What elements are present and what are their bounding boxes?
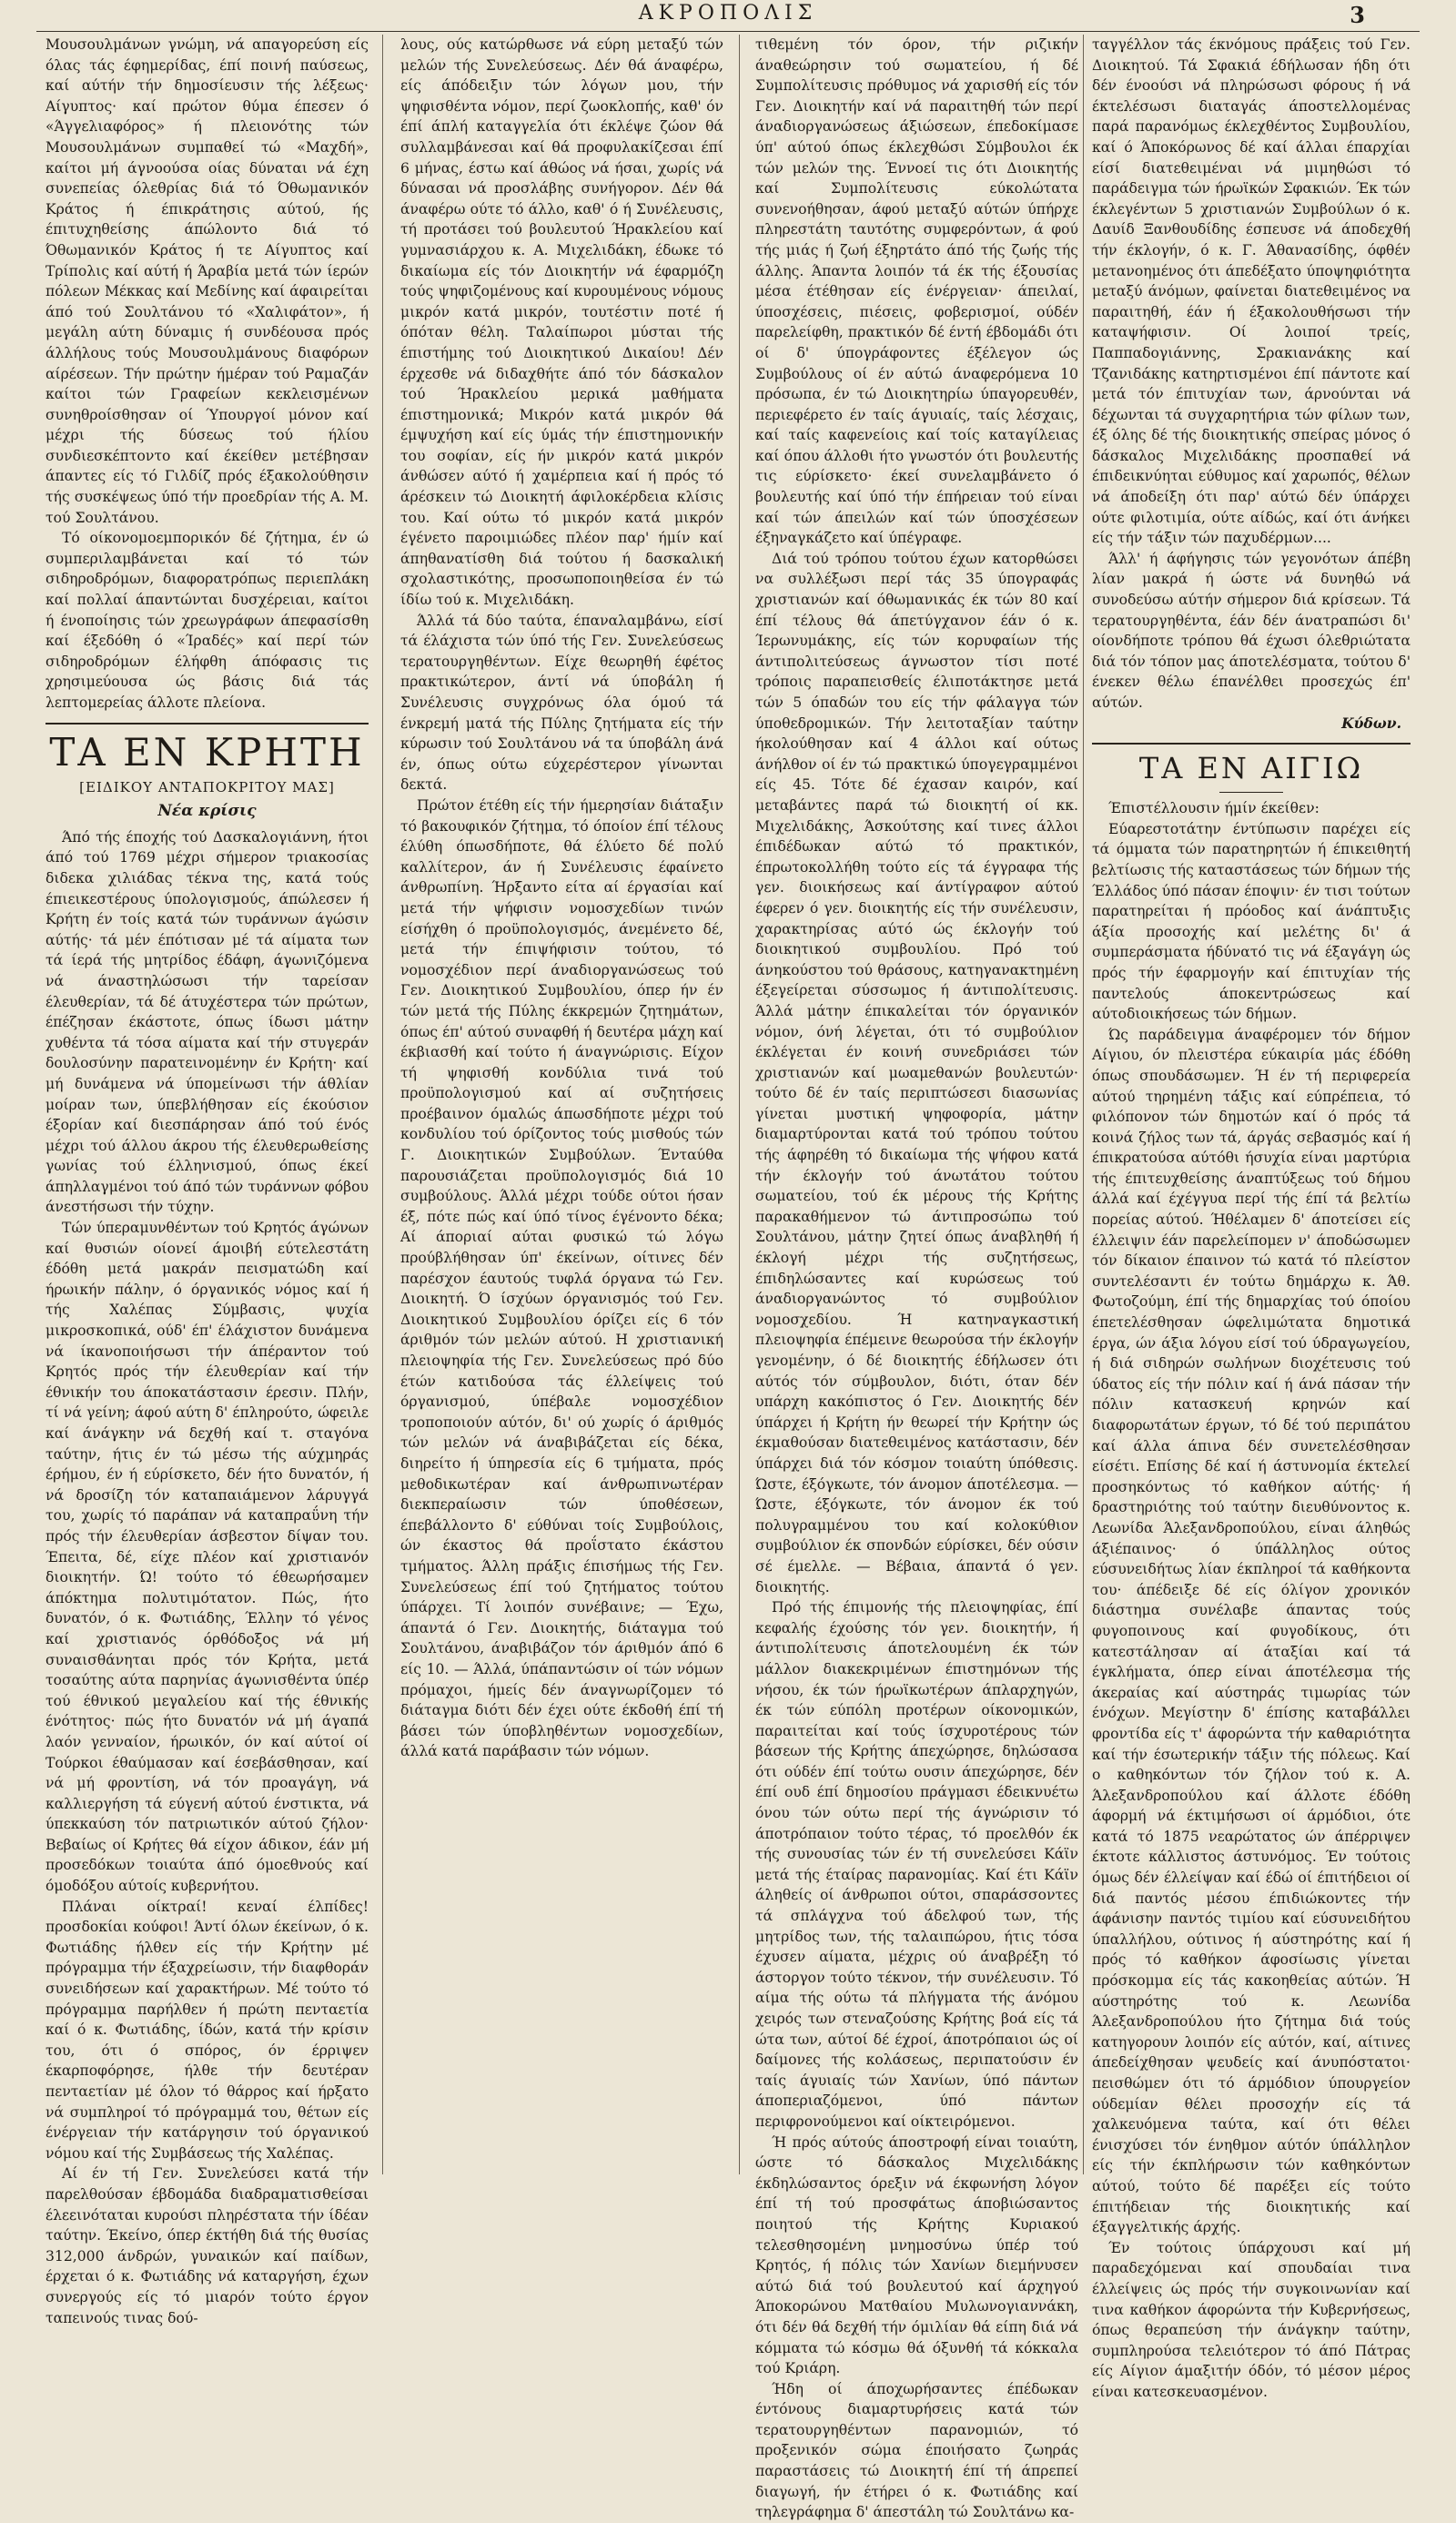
article-paragraph: Μουσουλμάνων γνώμη, νά απαγορεύση είς όλας τάς έφημερίδας, έπί ποινή παύσεως, καί αύτήν τήν δημοσίευσιν τής λέξεως· Αίγυπτος· καί πρώτον θύμα έπεσεν ό «Άγγελιαφόρος» ή πλειονότης τών Μουσουλμάνων συμπαθεί τώ «Μαχδή», καίτοι μή άγνοούσα οίας δύναται νά έχη συνεπείας όλεθρίας διά τό Όθωμανικόν Κράτος ή έπικράτησις αύτού, ής έπιτυχηθείσης άπώλοντο διά τό Όθωμανικόν Κράτος ή τε Αίγυπτος καί Τρίπολις καί αύτή ή Άραβία μετά τών ίερών πόλεων Μέκκας καί Μεδίνης καί άφαιρείται άπό τού Σουλτάνου τό «Χαλιφάτον», ή μεγάλη αύτη δύναμις ή συνδέουσα πρός άλλήλους τούς Μουσουλμάνους διαφόρων αίρέσεων. Τήν πρώτην ήμέραν τού Ραμαζάν καίτοι τών Γραφείων κεκλεισμένων συνηθροίσθησαν οί Ύπουργοί μόνον καί μέχρι τής δύσεως τού ήλίου συνδιεσκέπτοντο καί έκείθεν μετέβησαν άπαντες είς τό Γιλδίζ πρός έξακολούθησιν τής συσκέψεως ύπό τήν προεδρίαν τής Α. Μ. τού Σουλτάνου. — [46, 36, 369, 526]
article-paragraph: Εύαρεστοτάτην έντύπωσιν παρέχει είς τά όμματα τών παρατηρητών ή έπικειθητή βελτίωσις τής καταστάσεως τών δήμων τής Έλλάδος ύπό πάσαν έποψιν· έν τισι τούτων παρατηρείται ή πρόοδος καί άνάπτυξις άξία προσοχής καί μελέτης δι' ά συμπεράσματα ήδύνατό τις νά έξαγάγη ώς πρός τήν έφαρμογήν καί έπιτυχίαν τής παντελούς άποκεντρώσεως καί αύτοδιοικήσεως τών δήμων. — [1092, 820, 1410, 1023]
section-byline: [ΕΙΔΙΚΟΥ ΑΝΤΑΠΟΚΡΙΤΟΥ ΜΑΣ] — [79, 778, 335, 795]
section-rule — [46, 723, 369, 724]
article-paragraph: Άπό τής έποχής τού Δασκαλογιάννη, ήτοι άπό τού 1769 μέχρι σήμερον τριακοσίας διδεκα χιλιάδας τέκνα της, κατά τούς έπιεικεστέρους ύπολογισμούς, άπώλεσεν ή Κρήτη έν τοίς κατά τών τυράννων άγώσιν αύτής· τά μέν έπότισαν μέ τά αίματα των τά ίερά τής μητρίδος έδάφη, άγωνιζόμενα νά άναστηλώσωσι τήν ταρείσαν έλευθερίαν, τά δέ άτυχέστερα τών πρώτων, έπέζησαν έκάστοτε, όπως ίδωσι μάτην χυθέντα τά τόσα αίματα καί τήν στυγεράν δουλοσύνην παρατεινομένην έν Κρήτη· καί μή δυνάμενα νά ύπομείνωσι τήν άθλίαν μοίραν των, ύπεβλήθησαν είς έκούσιον έξορίαν καί διεσπάρησαν άπό τού ένός μέχρι τού άλλου άκρου τής έλευθερωθείσης γωνίας τού έλληνισμού, όπως έκεί άπηλλαγμένοι τού άπό τών τυράννων φόβου άνεστήσωσι τήν τύχην. — [46, 828, 369, 1216]
article-signature: Κύδων. — [1341, 714, 1401, 732]
masthead-rule — [36, 31, 1420, 32]
column-4 — [1092, 35, 1410, 2400]
article-paragraph: Πρό τής έπιμονής τής πλειοψηφίας, έπί κεφαλής έχούσης τόν γεν. διοικητήν, ή άντιπολίτευσις άποτελουμένη έκ τών μάλλον διακεκριμένων έπιστημόνων τής νήσου, έκ τών ήρωϊκωτέρων άπλαρχηγών, έκ τών εύπόλη προτέρων οίκονομικών, παραιτείται καί τούς ίσχυροτέρους τών βάσεων τής Κρήτης άπεχώρησε, δηλώσασα ότι ούδέν έπί τούτω ουσιν άπεχώρησε, δέν έπί ουδ έπί δημοσίου πράγμασι έδεικνυέτω όνου τών ούτω περί τής άγνώρισιν τό άποτρόπαιον τούτο τέρας, τό προελθόν έκ τής συνουσίας τών έν τή συνελεύσει Κάϊν μετά τής έταίρας παρανομίας. Καί έτι Κάϊν άληθείς οί άνθρωποι ούτοι, σπαράσσοντες τά σπλάγχνα τού άδελφού των, τής μητρίδος των, τής ταλαιπώρου, ήτις τόσα έχυσεν αίματα, μέχρις ού άναβρέξη τό άστοργον τούτο τέκνον, τήν συνέλευσιν. Τό αίμα τής ούτω τά πλήγματα τής άνόμου χειρός των στεναζούσης Κρήτης βοά είς τά ώτα των, αύτοί δέ έχροί, άποτρόπαιοι ώς οί δαίμονες τής κολάσεως, περιπατούσιν έν ταίς άγυιαίς τών Χανίων, ύπό πάντων άποπεριαζόμενοι, ύπό πάντων περιφρονούμενοι καί οίκτειρόμενοι. — [755, 1599, 1078, 2130]
article-paragraph: Ώς παράδειγμα άναφέρομεν τόν δήμον Αίγιου, όν πλειστέρα εύκαιρία μάς έδόθη όπως σπουδάσωμεν. Ή έν τή περιφερεία αύτού τηρημένη τάξις καί εύπρέπεια, τό φιλόπονον τών δημοτών καί ό πρός τά κοινά ζήλος των τά, άργάς σεβασμός καί ή έπικρατούσα αύτόθι ήσυχία είναι μαρτύρια τής έπιτευχθείσης άναπτύξεως τού δήμου άλλά καί έχέγγυα περί τής έπί τά βελτίω πορείας αύτού. Ήθέλαμεν δ' άποτείσει είς έλλειψιν έάν παρελείπομεν ν' άποδώσωμεν τόν δίκαιον έπαινον τώ κατά τό πλείστον συντελέσαντι έν τούτω δημάρχω κ. Άθ. Φωτοζούμη, έπί τής δημαρχίας τού όποίου έπετελέσθησαν ώφελιμώτατα δημοτικά έργα, ών άξια λόγου είσί τού ύδραγωγείου, ή διά σιδηρών σωλήνων διοχέτευσις τού ύδατος είς τήν πόλιν καί ή άνά πάσαν τήν πόλιν κατασκευή κρηνών καί διαφορωτάτων έργων, τό δέ τού περιπάτου καί άλλα άπινα δέν συνετελέσθησαν είσέτι. Επίσης δέ καί ή άστυνομία έκτελεί προσηκόντως τό καθήκον αύτής· ή δραστηριότης τού ταύτην διευθύνοντος κ. Λεωνίδα Άλεξανδροπούλου, είναι άληθώς άξιέπαινος· ό ύπάλληλος ούτος εύσυνειδήτως λίαν έκπληροί τά καθήκοντα του· άπέδειξε δέ είς όλίγον χρονικόν διάστημα συνέλαβε άπαντας τούς φυγοποινους καί φυγοδίκους, ότι κατεστάλησαν αί άταξίαι καί τά έγκλήματα, όπερ είναι άποτέλεσμα τής άκεραίας καί αύστηράς τιμωρίας τών ένόχων. Μεγίστην δ' έπίσης καταβάλλει φροντίδα είς τ' άφορώντα τήν καθαριότητα καί τήν έσωτερικήν τάξιν τής πόλεως. Καί ο καθηκόντων τόν ζήλον τού κ. Α. Άλεξανδροπούλου καί άλλοτε έδόθη άφορμή νά έκτιμήσωσι οί άρμόδιοι, ότε κατά τό 1875 νεαρώτατος ών άπέρριψεν έκτοτε κάλλιστος άστυνόμος. Έν τούτοις όμως δέν έλλείψαν καί έδώ οί έπιτήδειοι οί διά παντός μέσου έπιδιώκοντες τήν άφάνισην παντός τιμίου καί εύσυνειδήτου ύπαλλήλου, ούτινος ή αύστηρότης καί ή πρός τό καθήκον άφοσίωσις γίνεται πρόσκομμα είς τάς κακοηθείας αύτών. Ή αύστηρότης τού κ. Λεωνίδα Άλεξανδροπούλου ήτο ζήτημα διά τούς κατηγορουν λοιπόν είς αύτόν, καί, αίτινες άπεδείχθησαν ψευδείς καί άνυπόστατοι· πεισθώμεν ότι τό άρμόδιον ύπουργείον ούδεμίαν θέλει προσοχήν είς τά χαλκευόμενα ταύτα, καί ότι θέλει ένισχύσει τόν ένηθμον αύτόν ύπάλληλον είς τήν έκπλήρωσιν τών καθηκόντων αύτού, τούτο δέ παρέξει είς τούτο έπιτήδειαν τής διοικητικής καί έξαγγελτικής άρχής. — [1092, 1026, 1410, 2236]
article-paragraph: Διά τού τρόπου τούτου έχων κατορθώσει να συλλέξωσι περί τάς 35 ύπογραφάς χριστιανών καί όθωμανικάς έκ τών 80 καί έπί τέλους θά άπετύγχανον έάν ό κ. Ίερωνυμάκης, είς τών κορυφαίων τής άντιπολιτεύσεως άγνωστον τίσι ποτέ τρόποις παραπεισθείς έλιποτάκτησε μετά τών 5 όπαδών του είς τήν φάλαγγα τών ύποθεδρομικών. Τήν λειτοταξίαν ταύτην ήκολούθησαν καί 4 άλλοι καί ούτως άνήλθον οί έν τώ πρακτικώ ύπογεγραμμένοι είς 45. Τότε δέ έχασαν καιρόν, καί μεταβάντες παρά τώ διοικητή οί κκ. Μιχελιδάκης, Άσκούτσης καί τινες άλλοι έπιδέδωκαν αύτώ τό πρακτικόν, έπρωτοκολλήθη τούτο είς τά έγγραφα τής γεν. διοικήσεως καί άντίγραφον αύτού έφερεν ό γεν. διοικητής είς τήν συνέλευσιν, χαρακτηρίσας αύτό ώς έκλογήν τού διοικητικού συμβουλίου. Πρό τού άνηκούστου τού θράσους, κατηγανακτημένη έξεγείρεται σύσσωμος ή άντιπολίτευσις. Άλλά μάτην έπικαλείται τόν όργανικόν νόμον, όνή λέγεται, ότι τό συμβούλιον έκλέγεται έν κοινή συνεδριάσει τών χριστιανών καί μωαμεθανών βουλευτών· τούτο δέ έν ταίς περιπτώσεσι διασωνίας γίνεται μυστική ψηφοφορία, μάτην διαμαρτύρονται κατά τού τρόπου τούτου τής άφηρέθη τό δικαίωμα τής ψήφου κατά τήν έκλογήν τού άνωτάτου τούτου σωματείου, τού έκ μέρους τής Κρήτης παρακαθήμενον τώ άντιπροσώπω τού Σουλτάνου, μάτην ζητεί όπως άναβληθή ή έκλογή μέχρι τής συζητήσεως, έπιδηλώσαντες καί κυρώσεως τού άναδιοργανώντος τό συμβούλιον νομοσχεδίου. Ή κατηναγκαστική πλειοψηφία έπέμεινε θεωρούσα τήν έκλογήν γενομένην, ό δέ διοικητής έδήλωσεν ότι αύτός τόν σύμβουλον, διότι, όταν δέν υπάρχη κακόπιστος ό Γεν. Διοικητής δέν ύπάρχει ή Κρήτη ήν θεωρεί τήν Κρήτην ώς έκμαθούσαν διατεθειμένος κατάστασιν, δέν ύπάρχει διά τόν κόσμον τοιαύτη ύπόθεσις. Ώστε, έξόγκωτε, τόν άνομον άποτέλεσμα. — Ώστε, έξόγκωτε, τόν άνομον έκ τού πολυγραμμένου του καί κολοκύθιον συμβούλιον έκ σπονδών εύρίσκει, δέν ούσιν σέ έμελλε. — Βέβαια, άπαντά ό γεν. διοικητής. — [755, 550, 1078, 1596]
column-divider — [739, 35, 740, 2174]
column-3 — [755, 35, 1078, 2521]
section-title-aigio: ΤΑ ΕΝ ΑΙΓΙΩ — [1138, 751, 1364, 786]
article-paragraph: τιθεμένη τόν όρον, τήν ριζικήν άναθεώρησιν τού σωματείου, ή δέ Συμπολίτευσις πρόθυμος νά χαρισθή είς τόν Γεν. Διοικητήν καί νά παραιτηθή τών περί άναδιοργανώσεως άξιώσεων, έπεδοκίμασε ύπ' αύτού όπως έκλεχθώσι Σύμβουλοι έκ τών μελών της. Έννοεί τις ότι Διοικητής καί Συμπολίτευσις εύκολώτατα συνενοήθησαν, άφού μεταξύ αύτών ύπήρχε πληρεστάτη ταυτότης συμφερόντων, ά φού τής μιάς ή ζωή έξηρτάτο άπό τής ζωής τής άλλης. Άπαντα λοιπόν τά έκ τής έξουσίας μέσα έτέθησαν είς ένέργειαν· άπειλαί, ύποσχέσεις, πιέσεις, φοβερισμοί, ούδέν παρελείφθη, πρακτικόν δέ έντή έβδομάδι ότι οί δ' ύπογράφοντες έξέλεγον ώς Συμβούλους οί έν αύτώ άναφερόμενα 10 πρόσωπα, έν τώ Διοικητηρίω ύπαγορευθέν, περιεφέρετο έν ταίς άγυιαίς, ταίς λέσχαις, καί ταίς καφενείοις καί τοίς καταγίλειας καί όπου άλλοθι ήτο γνωστόν ότι βουλευτής τις εύρίσκετο· έκεί συνελαμβάνετο ό βουλευτής καί ύπό τήν έπήρειαν τού είναι καί τών άπειλών καί τών ύποσχέσεων έξηναγκάζετο καί ύπέγραφε. — [755, 36, 1078, 547]
page-number: 3 — [1350, 2, 1365, 28]
article-paragraph: Ήδη οί άποχωρήσαντες έπέδωκαν έντόνους διαμαρτυρήσεις κατά τών τερατουργηθέντων παρανομιών, τό προξενικόν σώμα έποιήσατο ζωηράς παραστάσεις τώ Διοικητή έπί τή άπρεπεί διαγωγή, ήν έτήρει ό κ. Φωτιάδης καί τηλεγράφημα δ' άπεστάλη τώ Σουλτάνω κα- — [755, 2380, 1078, 2521]
column-2 — [400, 35, 723, 2176]
article-paragraph: Πλάναι οίκτραί! κεναί έλπίδες! προσδοκίαι κούφοι! Άντί όλων έκείνων, ό κ. Φωτιάδης ήλθεν είς τήν Κρήτην μέ πρόγραμμα τήν έξαχρείωσιν, τήν διαφθοράν συνειδήσεων καί χαρακτήρων. Μέ τούτο τό πρόγραμμα παρήλθεν ή πρώτη πενταετία καί ό κ. Φωτιάδης, ίδών, κατά τήν κρίσιν του, ότι ό σπόρος, όν έρριψεν έκαρποφόρησε, ήλθε τήν δευτέραν πενταετίαν μέ όλον τό θάρρος καί ήρξατο νά συμπληροί τό πρόγραμμά του, θέτων είς ένέργειαν τήν κατάργησιν τού όργανικού νόμου καί τής Συμβάσεως τής Χαλέπας. — [46, 1898, 369, 2162]
article-paragraph: Αί έν τή Γεν. Συνελεύσει κατά τήν παρελθούσαν έβδομάδα διαδραματισθείσαι έλεεινόταται κυρούσι πληρέστατα τήν ίδέαν ταύτην. Έκείνο, όπερ έκτήθη διά τής θυσίας 312,000 άνδρών, γυναικών καί παίδων, έρχεται ό κ. Φωτιάδης νά καταργήση, έχων συνεργούς είς τό μιαρόν τούτο έργον ταπεινούς τινας δού- — [46, 2165, 369, 2326]
short-rule — [1219, 792, 1283, 793]
article-paragraph: Ή πρός αύτούς άποστροφή είναι τοιαύτη, ώστε τό δάσκαλος Μιχελιδάκης έκδηλώσαντος όρεξιν νά έκφωνήση λόγον έπί τή τού προσφάτως άποβιώσαντος ποιητού τής Κρήτης Κυριακού τελεσθησομένη μνημοσύνω ύπέρ τού Κρητός, ή πόλις τών Χανίων διεμήνυσεν αύτώ διά τού βουλευτού καί άρχηγού Άποκορώνου Ματθαίου Μυλωνογιαννάκη, ότι δέν θά δεχθή τήν όμιλίαν θά είπη διά νά κόμματα τώ κόσμω θά όξυνθή τά κόκκαλα τού Κριάρη. — [755, 2133, 1078, 2377]
section-subhead: Νέα κρίσις — [157, 802, 257, 821]
column-1 — [46, 35, 369, 2326]
article-paragraph: Πρώτον έτέθη είς τήν ήμερησίαν διάταξιν τό βακουφικόν ζήτημα, τό όποίον έπί τέλους έλύθη όπωσδήποτε, θά έλύετο δέ πολύ καλλίτερον, άν ή Συνέλευσις έφαίνετο άνθρωπίνη. Ήρξαντο είτα αί έργασίαι καί μετά τήν ψήφισιν νομοσχεδίων τινών είσήχθη ό προϋπολογισμός, άνεμένετο δέ, μετά τήν έπιψήφισιν τούτου, τό νομοσχέδιον περί άναδιοργανώσεως τού Γεν. Διοικητικού Συμβουλίου, όπερ ήν έν τών μετά τής Πύλης έκκρεμών ζητημάτων, όπως έπ' αύτού συναφθή ή δευτέρα μάχη καί έκβιασθή καί τούτο ή άναγνώρισις. Είχον τή ψηφισθή κονδύλια τινά τού προϋπολογισμού καί αί συζητήσεις προέβαινον όμαλώς άπωσδήποτε μέχρι τού κονδυλίου τού όρίζοντος τούς μισθούς τών Γ. Διοικητικών Συμβούλων. Ένταύθα παρουσιάζεται προϋπολογισμός διά 10 συμβούλους. Άλλά μέχρι τούδε ούτοι ήσαν έξ, πότε πώς καί ύπό τίνος έγένοντο δέκα; Αί άποριαί αύται φυσικώ τώ λόγω προύβλήθησαν ύπ' έκείνων, οίτινες δέν παρέσχον έαυτούς τυφλά όργανα τώ Γεν. Διοικητή. Ό ίσχύων όργανισμός τού Γεν. Διοικητικού Συμβουλίου όρίζει είς 6 τόν άριθμόν τών μελών αύτού. Η χριστιανική πλειοψηφία τής Γεν. Συνελεύσεως πρό δύο έτών κατιδούσα τάς έλλείψεις τού όργανισμού, ύπέβαλε νομοσχέδιον τροποποιούν αύτόν, δι' ού χωρίς ό άριθμός τών μελών νά άναβιβάζεται είς δέκα, διηρείτο ή ύπηρεσία είς 6 τμήματα, πρός μεθοδικωτέραν καί άνθρωπινωτέραν διεκπεραίωσιν τών ύποθέσεων, έπεβάλλοντο δ' εύθύναι τοίς Συμβούλοις, ών έκαστος θά προΐστατο έκάστου τμήματος. Άλλη πράξις έπισήμως τής Γεν. Συνελεύσεως έπί τού ζητήματος τούτου ύπάρχει. Τί λοιπόν συνέβαινε; — Έχω, άπαντά ό Γεν. Διοικητής, διάταγμα τού Σουλτάνου, άναβιβάζον τόν άριθμόν άπό 6 είς 10. — Άλλά, ύπάπαντώσιν οί τών νόμων πρόμαχοι, ήμείς δέν άναγνωρίζομεν τό διάταγμα διότι δέν έχει ούτε έκδοθή έπί τή βάσει τών ύποβληθέντων νομοσχεδίων, άλλά κατά παράβασιν τών νόμων. — [400, 796, 723, 1760]
column-divider — [1083, 35, 1084, 2174]
article-paragraph: Έν τούτοις ύπάρχουσι καί μή παραδεχόμεναι καί σπουδαίαι τινα έλλείψεις ώς πρός τήν συγκοινωνίαν καί τινα καθήκον άφορώντα τήν Κυβερνήσεως, όπως θεραπεύση τήν άνάγκην ταύτην, συμπληρούσα τελειότερον τό άπό Πάτρας είς Αίγιον άμαξιτήν όδόν, τό μέσον μέρος είναι κατεσκευασμένον. — [1092, 2239, 1410, 2400]
column-divider — [382, 35, 383, 2174]
masthead-title: ΑΚΡΟΠΟΛΙΣ — [638, 2, 818, 25]
article-paragraph: Άλλ' ή άφήγησις τών γεγονότων άπέβη λίαν μακρά ή ώστε νά δυνηθώ νά συνοδεύσω αύτήν σήμερον διά κρίσεων. Τά τερατουργηθέντα, έάν δέν άνατραπώσι δι' οίονδήποτε τρόπου θά έχωσι όλεθριώτατα διά τόν τόπον μας άποτελέσματα, τούτου δ' ένεκεν θέλω έπανέλθει προσεχώς έπ' αύτών. — [1092, 550, 1410, 711]
section-rule — [1092, 743, 1410, 745]
article-paragraph: λους, ούς κατώρθωσε νά εύρη μεταξύ τών μελών τής Συνελεύσεως. Δέν θά άναφέρω, είς άπόδειξιν τών λόγων μου, τήν ψηφισθέντα νόμον, περί ζωοκλοπής, καθ' όν έπί άπλή καταγγελία ότι έκλέψε ζώον θά συλλαμβάνεσαι καί θά προφυλακίζεσαι έπί 6 μήνας, έστω καί άθώος νά ήσαι, χωρίς νά δύνασαι νά προσλάβης συνήγορον. Δέν θά άναφέρω ούτε τό άλλο, καθ' ό ή Συνέλευσις, τή προτάσει τού βουλευτού Ήρακλείου καί γυμνασιάρχου κ. Α. Μιχελιδάκη, έδωκε τό δικαίωμα είς τόν Διοικητήν νά έφαρμόζη τούς ψηφιζομένους καί κυρουμένους νόμους μικρόν κατά μικρόν, τουτέστιν ποτέ ή όπόταν θέλη. Ταλαίπωροι μύσται τής έπιστήμης τού Διοικητικού Δικαίου! Δέν έρχεσθε νά διδαχθήτε άπό τόν δάσκαλον τού Ήρακλείου μερικά μαθήματα έπιστημονικά; Μικρόν κατά μικρόν θά έμψυχήση καί είς ύμάς τήν έπιστημονικήν του σοφίαν, είς ήν μικρόν κατά μικρόν άνθώσεν αύτό ή χαμέρπεια καί ή πρός τό άρέσκειν τώ Διοικητή άφιλοκέρδεια κλίσις του. Καί ούτω τό μικρόν κατά μικρόν έγένετο παροιμιώδες πλέον παρ' ήμίν καί άπηθανατίσθη διά τούτου ή δασκαλική σχολαστικότης, προσωποποιηθείσα έν τώ ίδίω τού κ. Μιχελιδάκη. — [400, 36, 723, 609]
article-paragraph: Έπιστέλλουσιν ήμίν έκείθεν: — [1108, 800, 1320, 817]
article-paragraph: ταγγέλλον τάς έκνόμους πράξεις τού Γεν. Διοικητού. Τά Σφακιά έδήλωσαν ήδη ότι δέν ένοούσι νά πληρώσωσι φόρους ή νά έκτελέσωσι διαταγάς άποστελλομένας παρά παρανόμως έκλεχθέντος Συμβουλίου, καί ό Άποκόρωνος δέ καί άλλαι έπαρχίαι είσί διατεθειμέναι νά μιμηθώσι τό παράδειγμα τών ήρωϊκών Σφακιών. Έκ τών έκλεγέντων 5 χριστιανών Συμβούλων ό κ. Δαυίδ Ξανθουδίδης έσπευσε νά άποδεχθή τήν έκλογήν, ό κ. Γ. Άθανασίδης, όφθέν μετανοημένος ότι άπεδέξατο ύποψηφιότητα μεταξύ άνόμων, φαίνεται διατεθειμένος να παραιτηθή, έάν ή έξακολουθήσωσι τήν καταψήφισιν. Οί λοιποί τρείς, Παππαδογιάννης, Σρακιανάκης καί Τζανιδάκης κατηρτισμένοι έπί πάντοτε καί μετά τόν έπιτυχίαν των, άρνούνται νά δέχωνται τά συγχαρητήρια τών φίλων των, έξ όλης δέ τής διοικητικής σπείρας μόνος ό δάσκαλος Μιχελιδάκης προσπαθεί νά έπιδεικνύηται εύθυμος καί χαρωπός, θέλων νά άποδείξη ότι παρ' αύτώ δέν ύπάρχει ούτε φιλοτιμία, ούτε αίδώς, καί ότι άνήκει είς τήν τάξιν τών παχυδέρμων.... — [1092, 36, 1410, 547]
article-paragraph: Τό οίκονομοεμπορικόν δέ ζήτημα, έν ώ συμπεριλαμβάνεται καί τό τών σιδηροδρόμων, διαφορατρόπως περιεπλάκη καί πολλαί άπαντώνται δυσχέρειαι, καίτοι ή ένοποίησις τών χρεωγράφων άπεφασίσθη καί έξεδόθη ό «Ίραδές» καί περί τών σιδηροδρόμων έλήφθη άπόφασις τις χρησιμεύουσα ώς βάσις διά τάς λεπτομερείας άλλοτε πλείονα. — [46, 530, 369, 711]
article-paragraph: Τών ύπεραμυνθέντων τού Κρητός άγώνων καί θυσιών οίονεί άμοιβή εύτελεστάτη έδόθη μετά μακράν πεισματώδη καί ήρωικήν πάλην, ό όργανικός νόμος καί ή τής Χαλέπας Σύμβασις, ψυχία μικροσκοπικά, ούδ' έπ' έλάχιστον δυνάμενα νά ίκανοποιήσωσι τήν άπέραντον τού Κρητός πρός τήν έλευθερίαν καί τήν έθνικήν του άποκατάστασιν έρεσιν. Πλήν, τί νά γείνη; άφού αύτη δ' έπληρούτο, ώφειλε καί άνάγκην νά δεχθή καί τ. σταγόνα ταύτην, ήτις έν τώ μέσω τής αύχμηράς έρήμου, έν ή εύρίσκετο, δέν ήτο δυνατόν, ή νά δροσίζη τόν καταπαιάμενον λάρυγγά του, χωρίς τό παράπαν νά καταπραΰνη τήν πρός τήν έλευθερίαν άσβεστον δίψαν του. Έπειτα, δέ, είχε πλέον καί χριστιανόν διοικητήν. Ώ! τούτο τό έθεωρήσαμεν άπόκτημα πολυτιμότατον. Πώς, ήτο δυνατόν, ό κ. Φωτιάδης, Έλλην τό γένος καί χριστιανός όρθόδοξος νά μή συναισθάνηται πρός τόν Κρήτα, μετά τοσαύτης αύτα παρηνίας άγωνισθέντα ύπέρ τού έθνικού μεγαλείου καί τής έθνικής ένότητος· πώς ήτο δυνατόν νά μή άγαπά λαόν γενναίον, ήρωικόν, όν καί αύτοί οί Τούρκοι έθαύμασαν καί έσεβάσθησαν, καί νά μή φροντίση, νά τόν προαγάγη, νά καλλιεργήση τά εύγενή αύτού ένστικτα, νά ύπεκκαύση τόν πατριωτικόν αύτού ζήλον· Βεβαίως οί Κρήτες θά είχον άδικον, έάν μή προσεδόκων τοιαύτα άπό όμοεθνούς καί όμοδόξου αύτοίς κυβερνήτου. — [46, 1220, 369, 1895]
section-title-crete: ΤΑ ΕΝ ΚΡΗΤΗ — [49, 729, 365, 775]
article-paragraph: Άλλά τά δύο ταύτα, έπαναλαμβάνω, είσί τά έλάχιστα τών ύπό τής Γεν. Συνελεύσεως τερατουργηθέντων. Είχε θεωρηθή έφέτος πρακτικώτερον, άντί νά ύποβάλη ή Συνέλευσις συγχρόνως όλα όμού τά ένκρεμή ματά τής Πύλης ζητήματα είς τήν κύρωσιν τού Σουλτάνου νά τα ύποβάλη άνά έν, όπως ούτω εύχερέστερον γίνωνται δεκτά. — [400, 612, 723, 794]
